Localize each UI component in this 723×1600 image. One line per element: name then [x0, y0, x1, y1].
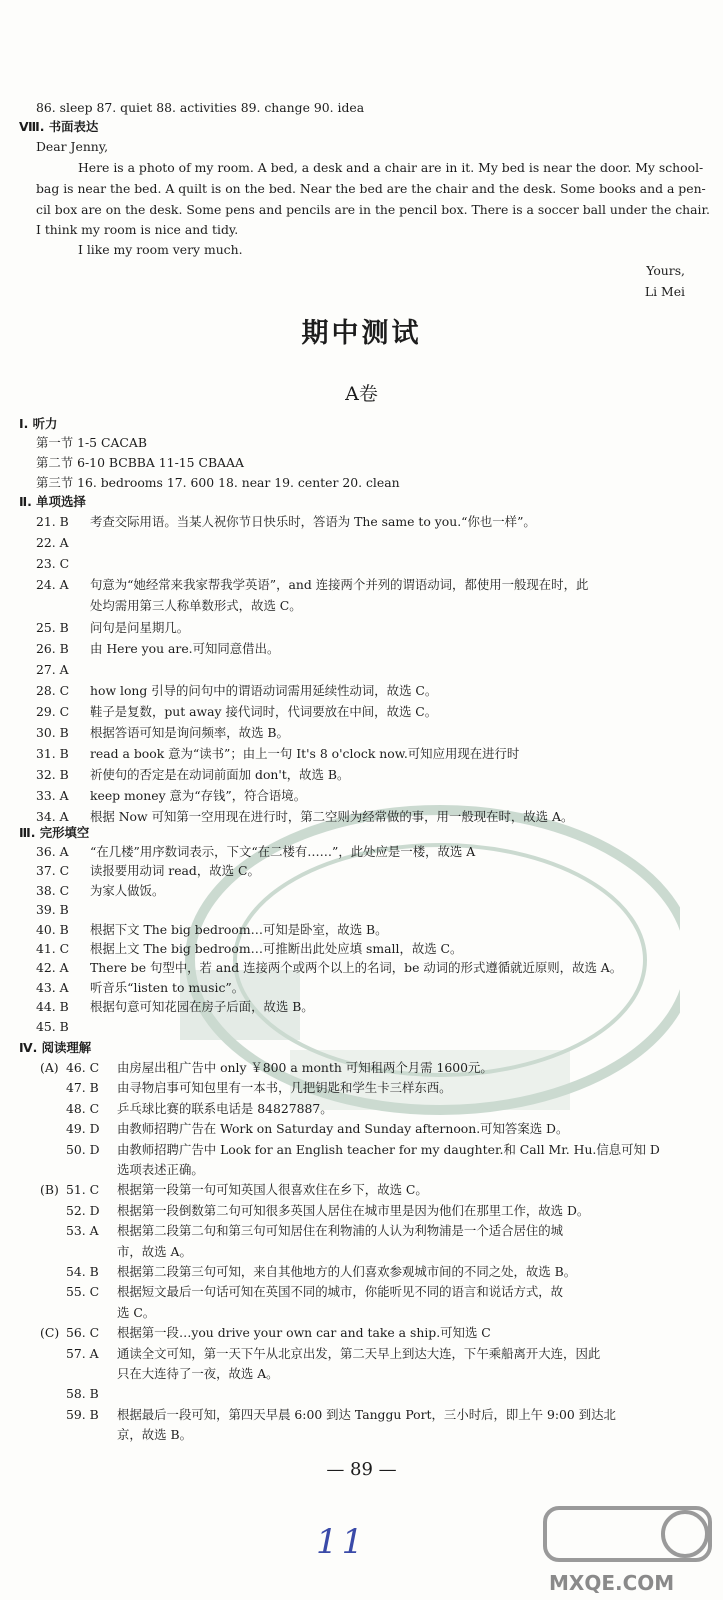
answer-number: 47. B [66, 1080, 99, 1096]
listening-line: 第三节 16. bedrooms 17. 600 18. near 19. center 20. clean [36, 475, 400, 490]
answer-number: 52. D [66, 1202, 100, 1218]
answer-number: 59. B [66, 1406, 99, 1422]
answer-number: 39. B [36, 902, 69, 918]
site-logo-watermark [535, 1500, 720, 1600]
letter-line: I like my room very much. [78, 242, 243, 257]
answer-explanation: There be 句型中，若 and 连接两个或两个以上的名词，be 动词的形式遵循就近原则，故选 A。 [90, 960, 623, 976]
answer-number: 23. C [36, 556, 70, 572]
answer-explanation: 根据答语可知是询问频率，故选 B。 [90, 725, 289, 740]
answer-number: 42. A [36, 960, 69, 976]
page-number: — 89 — [326, 1459, 397, 1480]
answer-explanation: 考查交际用语。当某人祝你节日快乐时，答语为 The same to you.“你也一样”。 [90, 514, 536, 529]
answer-number: 31. B [36, 746, 69, 762]
answer-explanation: how long 引导的问句中的谓语动词需用延续性动词，故选 C。 [90, 682, 438, 698]
answer-number: 58. B [66, 1386, 99, 1402]
answer-explanation: 选 C。 [117, 1304, 156, 1320]
answer-explanation: 由房屋出租广告中 only ￥800 a month 可知租两个月需 1600元。 [117, 1060, 493, 1075]
letter-line: I think my room is nice and tidy. [36, 222, 239, 237]
answer-explanation: 鞋子是复数，put away 接代词时，代词要放在中间，故选 C。 [90, 703, 438, 719]
answer-number: 48. C [66, 1100, 100, 1116]
answer-explanation: 只在大连待了一夜，故选 A。 [117, 1366, 279, 1381]
answer-explanation: 句意为“她经常来我家帮我学英语”，and 连接两个并列的谓语动词，都使用一般现在时，此 [90, 577, 589, 593]
letter-line: Here is a photo of my room. A bed, a desk and a chair are in it. My bed is near the door. My school- [78, 160, 704, 175]
handwritten-mark: 11 [316, 1522, 368, 1562]
letter-line: cil box are on the desk. Some pens and pencils are in the pencil box. There is a soccer ball under the chair. [36, 202, 710, 217]
answer-number: 36. A [36, 844, 69, 859]
answer-explanation: 读报要用动词 read，故选 C。 [90, 863, 260, 879]
answer-explanation: 根据上文 The big bedroom…可推断出此处应填 small，故选 C。 [90, 941, 463, 956]
answer-number: 21. B [36, 514, 69, 529]
answer-number: 37. C [36, 863, 70, 879]
answer-number: 24. A [36, 577, 69, 593]
answer-explanation: 市，故选 A。 [117, 1243, 192, 1259]
section-header-listening: Ⅰ. 听力 [19, 416, 58, 431]
answer-explanation: “在几楼”用序数词表示，下文“在二楼有……”，此处应是一楼，故选 A [90, 844, 476, 859]
answer-explanation: 乒乓球比赛的联系电话是 84827887。 [117, 1100, 333, 1116]
answer-explanation: 根据最后一段可知，第四天早晨 6:00 到达 Tanggu Port，三小时后，即上午 9:00 到达北 [117, 1406, 616, 1422]
answer-explanation: 京，故选 B。 [117, 1427, 192, 1443]
answer-number: 34. A [36, 809, 69, 825]
answer-explanation: 根据 Now 可知第一空用现在进行时，第二空则为经常做的事，用一般现在时，故选 A。 [90, 809, 574, 825]
answer-explanation: 为家人做饭。 [90, 882, 165, 898]
answer-explanation: 根据第一段…you drive your own car and take a ship.可知选 C [117, 1325, 491, 1341]
answer-number: 53. A [66, 1223, 99, 1239]
answer-number: 44. B [36, 999, 69, 1015]
answer-explanation: 根据下文 The big bedroom…可知是卧室，故选 B。 [90, 921, 388, 937]
letter-signature: Li Mei [644, 284, 685, 299]
letter-line: bag is near the bed. A quilt is on the bed. Near the bed are the chair and the desk. Some books and a pen- [36, 181, 706, 196]
letter-closing: Yours, [646, 263, 685, 278]
answer-number: 25. B [36, 619, 69, 635]
answer-explanation: 根据第二段第二句和第三句可知居住在利物浦的人认为利物浦是一个适合居住的城 [117, 1223, 564, 1239]
section-header-writing: Ⅷ. 书面表达 [19, 119, 99, 134]
answer-explanation: 处均需用第三人称单数形式，故选 C。 [90, 598, 302, 614]
answer-line-86-90: 86. sleep 87. quiet 88. activities 89. change 90. idea [36, 100, 365, 115]
answer-number: 32. B [36, 767, 69, 783]
answer-explanation: 由教师招聘广告在 Work on Saturday and Sunday afternoon.可知答案选 D。 [117, 1121, 569, 1137]
answer-number: 38. C [36, 882, 70, 898]
page-title: 期中测试 [301, 318, 422, 349]
answer-number: 30. B [36, 725, 69, 740]
answer-explanation: 由寻物启事可知包里有一本书，几把钥匙和学生卡三样东西。 [117, 1080, 452, 1096]
letter-salutation: Dear Jenny, [36, 139, 109, 154]
answer-number: 57. A [66, 1345, 99, 1361]
reading-group-label: (B) [40, 1182, 59, 1198]
answer-number: 27. A [36, 661, 69, 677]
answer-number: 43. A [36, 979, 69, 995]
answer-explanation: 根据句意可知花园在房子后面，故选 B。 [90, 999, 314, 1015]
section-header-cloze: Ⅲ. 完形填空 [19, 825, 90, 840]
answer-number: 54. B [66, 1264, 99, 1279]
answer-number: 49. D [66, 1121, 100, 1137]
answer-number: 55. C [66, 1284, 100, 1300]
answer-number: 26. B [36, 640, 69, 656]
answer-explanation: 选项表述正确。 [117, 1162, 204, 1177]
listening-line: 第一节 1-5 CACAB [36, 435, 147, 450]
answer-number: 29. C [36, 703, 70, 719]
answer-explanation: 根据第一段第一句可知英国人很喜欢住在乡下，故选 C。 [117, 1182, 428, 1198]
answer-explanation: 祈使句的否定是在动词前面加 don't，故选 B。 [90, 767, 350, 783]
answer-explanation: 通读全文可知，第一天下午从北京出发，第二天早上到达大连，下午乘船离开大连，因此 [117, 1345, 601, 1361]
answer-number: 41. C [36, 941, 70, 956]
answer-explanation: 问句是问星期几。 [90, 619, 190, 635]
answer-number: 40. B [36, 921, 69, 937]
answer-explanation: read a book 意为“读书”；由上一句 It's 8 o'clock now.可知应用现在进行时 [90, 746, 520, 762]
answer-explanation: 由教师招聘广告中 Look for an English teacher for my daughter.和 Call Mr. Hu.信息可知 D [117, 1141, 660, 1157]
answer-explanation: 根据第一段倒数第二句可知很多英国人居住在城市里是因为他们在那里工作，故选 D。 [117, 1202, 590, 1218]
answer-explanation: 听音乐“listen to music”。 [90, 979, 245, 995]
section-header-single-choice: Ⅱ. 单项选择 [19, 494, 86, 509]
answer-number: 28. C [36, 682, 70, 698]
answer-number: 22. A [36, 535, 69, 551]
reading-group-label: (C) [40, 1325, 60, 1341]
page-subtitle: A卷 [345, 383, 378, 405]
answer-number: 50. D [66, 1141, 100, 1157]
answer-explanation: keep money 意为“存钱”，符合语境。 [90, 788, 307, 804]
reading-group-label: (A) [40, 1060, 59, 1075]
answer-number: 51. C [66, 1182, 100, 1198]
answer-number: 45. B [36, 1018, 69, 1034]
listening-line: 第二节 6-10 BCBBA 11-15 CBAAA [36, 455, 244, 470]
answer-explanation: 根据第二段第三句可知，来自其他地方的人们喜欢参观城市间的不同之处，故选 B。 [117, 1264, 577, 1279]
answer-number: 33. A [36, 788, 69, 804]
section-header-reading: Ⅳ. 阅读理解 [19, 1040, 92, 1055]
answer-explanation: 由 Here you are.可知同意借出。 [90, 640, 280, 656]
answer-explanation: 根据短文最后一句话可知在英国不同的城市，你能听见不同的语言和说话方式，故 [117, 1284, 564, 1300]
answer-number: 46. C [66, 1060, 100, 1075]
answer-number: 56. C [66, 1325, 100, 1341]
watermark-text: MXQE.COM [549, 1571, 675, 1595]
